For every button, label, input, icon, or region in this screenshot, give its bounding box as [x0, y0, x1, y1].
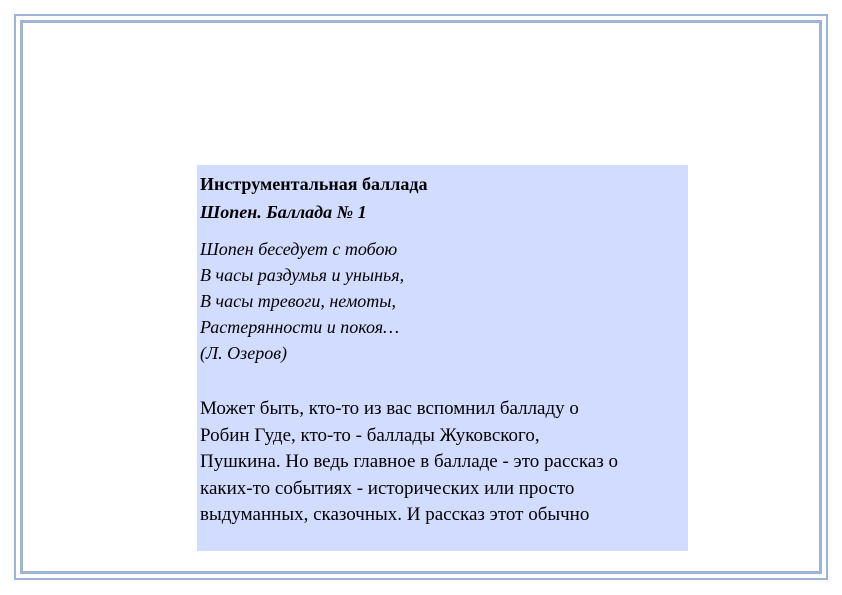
- poem-line: Растерянности и покоя…: [200, 317, 400, 337]
- poem-line: В часы тревоги, немоты,: [200, 291, 396, 311]
- prose-block: [200, 396, 688, 529]
- prose-line: Пушкина. Но ведь главное в балладе - это рассказ о: [200, 451, 618, 472]
- poem-author: (Л. Озеров): [200, 343, 288, 363]
- poem-line: Шопен беседует с тобою: [200, 239, 398, 259]
- prose-line: Может быть, кто-то из вас вспомнил балладу о: [200, 398, 579, 419]
- slide-text-box: [197, 165, 688, 551]
- prose-line: выдуманных, сказочных. И рассказ этот обычно: [200, 504, 590, 525]
- prose-line: каких-то событиях - исторических или просто: [200, 477, 575, 499]
- poem-block: [200, 236, 688, 366]
- slide-title: Инструментальная баллада: [200, 174, 428, 194]
- prose-line: Робин Гуде, кто-то - баллады Жуковского,: [200, 424, 540, 446]
- poem-line: В часы раздумья и унынья,: [200, 265, 405, 285]
- slide-subtitle: Шопен. Баллада № 1: [200, 202, 367, 222]
